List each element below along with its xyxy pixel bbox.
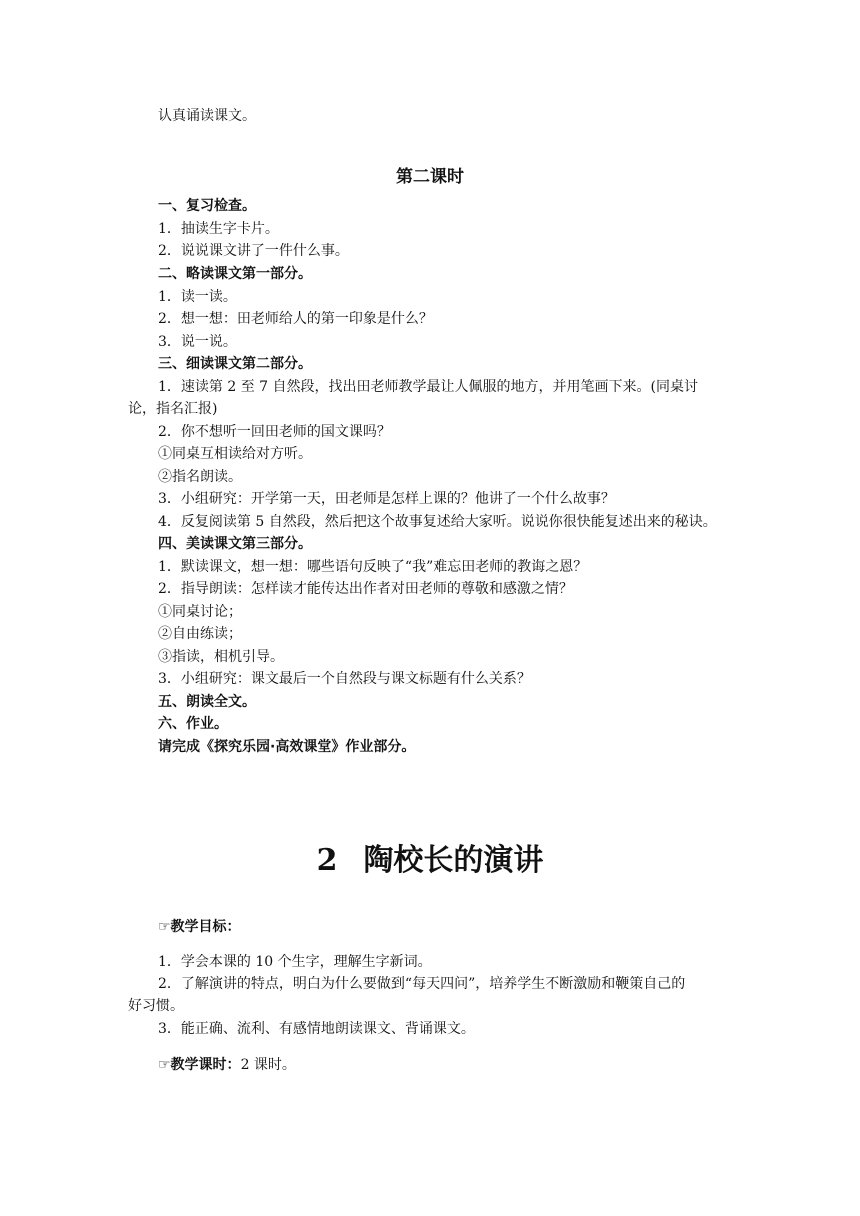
- list-item: 4．反复阅读第 5 自然段，然后把这个故事复述给大家听。说说你很快能复述出来的秘诀。: [158, 514, 717, 530]
- heading-review: 一、复习检查。: [158, 198, 256, 214]
- list-item: ①同桌讨论；: [158, 604, 242, 620]
- list-item: ②自由练读；: [158, 626, 242, 642]
- list-item: 1．抽读生字卡片。: [158, 221, 279, 237]
- lesson-title-text: 陶校长的演讲: [363, 843, 544, 878]
- goal-item: 3．能正确、流利、有感情地朗读课文、背诵课文。: [158, 1021, 475, 1037]
- list-item: 3．小组研究：课文最后一个自然段与课文标题有什么关系？: [158, 671, 531, 687]
- heading-read-aloud: 五、朗读全文。: [158, 694, 256, 710]
- heading-skim: 二、略读课文第一部分。: [158, 266, 312, 282]
- goal-item: 2．了解演讲的特点，明白为什么要做到“每天四问”，培养学生不断激励和鞭策自己的: [158, 976, 686, 992]
- list-item: ③指读，相机引导。: [158, 649, 284, 665]
- list-item: 2．说说课文讲了一件什么事。: [158, 243, 349, 259]
- list-item: 1．读一读。: [158, 289, 237, 305]
- list-item: 3．小组研究：开学第一天，田老师是怎样上课的？他讲了一个什么故事？: [158, 491, 615, 507]
- list-item: 2．你不想听一回田老师的国文课吗？: [158, 424, 391, 440]
- homework-line: 请完成《探究乐园·高效课堂》作业部分。: [158, 739, 416, 755]
- list-item-continued: 论，指名汇报): [128, 401, 218, 417]
- list-item: 2．想一想：田老师给人的第一印象是什么？: [158, 311, 433, 327]
- heading-homework: 六、作业。: [158, 716, 228, 732]
- hours-heading: ☞教学课时：: [158, 1057, 241, 1073]
- list-item: 1．速读第 2 至 7 自然段，找出田老师教学最让人佩服的地方，并用笔画下来。(同桌讨: [158, 379, 698, 395]
- intro-line: 认真诵读课文。: [158, 108, 256, 124]
- heading-close-read: 三、细读课文第二部分。: [158, 356, 312, 372]
- section-title: 第二课时: [396, 167, 464, 187]
- heading-beauty-read: 四、美读课文第三部分。: [158, 536, 312, 552]
- lesson-number: 2: [316, 843, 338, 878]
- list-item: ①同桌互相读给对方听。: [158, 446, 312, 462]
- list-item: ②指名朗读。: [158, 469, 242, 485]
- list-item: 3．说一说。: [158, 334, 237, 350]
- list-item: 1．默读课文，想一想：哪些语句反映了“我”难忘田老师的教诲之恩？: [158, 559, 588, 575]
- lesson-title: [0, 835, 860, 879]
- goals-heading: ☞教学目标：: [158, 919, 241, 935]
- goal-item: 1．学会本课的 10 个生字，理解生字新词。: [158, 954, 432, 970]
- goal-item-continued: 好习惯。: [128, 998, 184, 1014]
- list-item: 2．指导朗读：怎样读才能传达出作者对田老师的尊敬和感激之情？: [158, 581, 573, 597]
- hours-line: [158, 1056, 296, 1074]
- hours-value: 2 课时。: [240, 1057, 296, 1073]
